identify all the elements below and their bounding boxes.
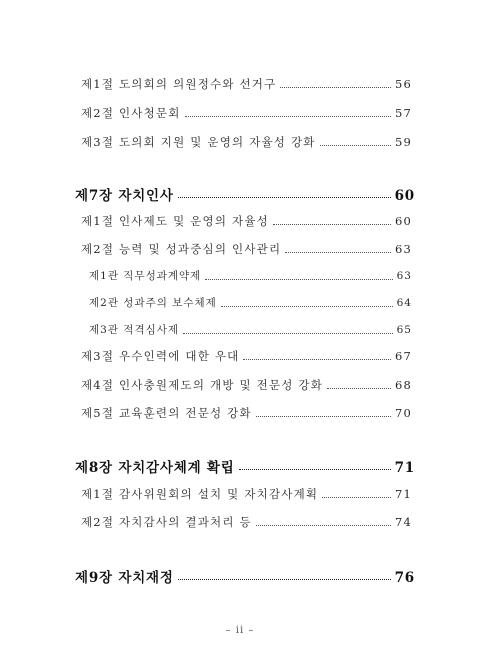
dot-leader xyxy=(322,496,391,498)
toc-entry-title: 제2절 인사청문회 xyxy=(81,106,181,120)
toc-entry-title: 제1절 인사제도 및 운영의 자율성 xyxy=(81,214,269,228)
toc-chapter-title: 제8장 자치감사체계 확립 xyxy=(75,460,235,476)
toc-subentry[interactable] xyxy=(89,268,412,283)
toc-entry-page: 71 xyxy=(394,487,412,501)
toc-entry-page: 63 xyxy=(394,242,412,256)
dot-leader xyxy=(205,278,392,280)
toc-entry-page: 59 xyxy=(394,135,412,149)
toc-entry[interactable] xyxy=(81,105,412,121)
toc-subentry-page: 63 xyxy=(396,270,412,282)
toc-chapter-page: 71 xyxy=(394,460,415,476)
toc-entry[interactable] xyxy=(81,241,412,257)
toc-subentry-title: 제2관 성과주의 보수체제 xyxy=(89,297,217,309)
toc-entry-title: 제5절 교육훈련의 전문성 강화 xyxy=(81,406,252,420)
toc-entry-page: 56 xyxy=(394,77,412,91)
dot-leader xyxy=(320,144,391,146)
toc-entry-title: 제1절 도의회의 의원정수와 선거구 xyxy=(81,77,277,91)
dot-leader xyxy=(280,86,391,88)
toc-chapter-page: 76 xyxy=(394,570,415,586)
toc-subentry-page: 64 xyxy=(396,297,412,309)
toc-chapter[interactable] xyxy=(75,566,415,586)
toc-entry-title: 제2절 자치감사의 결과처리 등 xyxy=(81,515,252,529)
toc-entry[interactable] xyxy=(81,134,412,150)
toc-entry-title: 제2절 능력 및 성과중심의 인사관리 xyxy=(81,242,282,256)
toc-entry-page: 57 xyxy=(394,106,412,120)
toc-entry[interactable] xyxy=(81,348,412,364)
page-number: – ii – xyxy=(225,625,255,636)
toc-entry[interactable] xyxy=(81,377,412,393)
dot-leader xyxy=(178,578,391,580)
toc-entry-page: 60 xyxy=(394,214,412,228)
toc-chapter-title: 제9장 자치재정 xyxy=(75,570,174,586)
toc-chapter[interactable] xyxy=(75,184,415,204)
toc-subentry-title: 제1관 직무성과계약제 xyxy=(89,270,202,282)
toc-entry[interactable] xyxy=(81,213,412,229)
toc-chapter[interactable] xyxy=(75,456,415,476)
toc-entry-page: 67 xyxy=(394,349,412,363)
toc-entry-page: 68 xyxy=(394,378,412,392)
toc-subentry[interactable] xyxy=(89,322,412,337)
toc-entry-title: 제3절 도의회 지원 및 운영의 자율성 강화 xyxy=(81,135,316,149)
dot-leader xyxy=(178,196,391,198)
toc-entry-title: 제1절 감사위원회의 설치 및 자치감사계획 xyxy=(81,487,319,501)
dot-leader xyxy=(273,223,391,225)
toc-entry[interactable] xyxy=(81,405,412,421)
dot-leader xyxy=(327,387,391,389)
toc-entry[interactable] xyxy=(81,76,412,92)
toc-subentry-title: 제3관 적격심사제 xyxy=(89,324,180,336)
dot-leader xyxy=(243,358,390,360)
dot-leader xyxy=(183,332,393,334)
toc-subentry-page: 65 xyxy=(396,324,412,336)
toc-entry-title: 제3절 우수인력에 대한 우대 xyxy=(81,349,240,363)
toc-chapter-title: 제7장 자치인사 xyxy=(75,188,174,204)
toc-entry[interactable] xyxy=(81,486,412,502)
dot-leader xyxy=(256,524,391,526)
toc-entry-page: 70 xyxy=(394,406,412,420)
toc-subentry[interactable] xyxy=(89,295,412,310)
dot-leader xyxy=(221,305,393,307)
dot-leader xyxy=(185,115,391,117)
toc-entry-page: 74 xyxy=(394,515,412,529)
toc-chapter-page: 60 xyxy=(394,188,415,204)
toc-entry-title: 제4절 인사충원제도의 개방 및 전문성 강화 xyxy=(81,378,324,392)
dot-leader xyxy=(285,251,391,253)
toc-entry[interactable] xyxy=(81,514,412,530)
dot-leader xyxy=(239,468,391,470)
dot-leader xyxy=(256,415,391,417)
